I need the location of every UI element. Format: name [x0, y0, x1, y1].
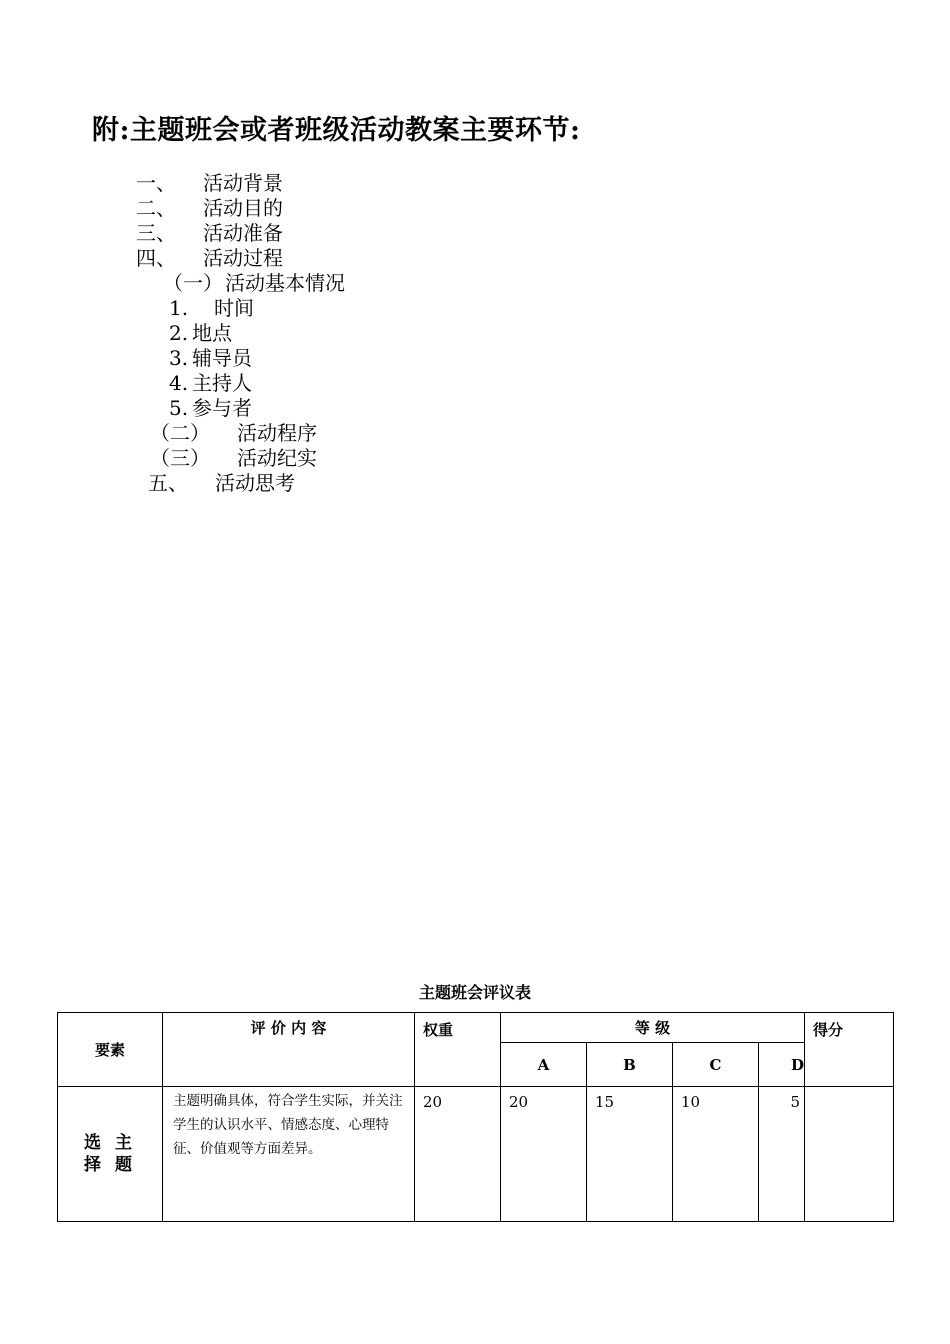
table-title: 主题班会评议表 — [418, 983, 531, 1002]
outline-text: 主持人 — [192, 371, 252, 395]
outline-number: 一、 — [136, 171, 176, 195]
outline-number: 3. — [169, 346, 189, 370]
outline-number: （三） — [150, 446, 210, 470]
row-grade-a: 20 — [501, 1087, 587, 1222]
table-row — [58, 1087, 894, 1222]
grade-a-header: A — [501, 1043, 587, 1087]
outline-item-3 — [136, 221, 283, 246]
page-heading: 附:主题班会或者班级活动教案主要环节: — [92, 115, 581, 146]
row-content: 主题明确具体，符合学生实际，并关注学生的认识水平、情感态度、心理特征、价值观等方面差异。 — [163, 1087, 415, 1222]
row-grade-d: 5 — [759, 1087, 805, 1222]
outline-number: 2. — [169, 321, 189, 345]
outline-item-5 — [148, 471, 295, 496]
row-element-line-1: 选 主 — [84, 1133, 136, 1153]
outline-point-1 — [169, 296, 254, 321]
outline-text: 时间 — [214, 296, 254, 320]
outline-text: 活动程序 — [237, 421, 317, 445]
outline-number: 四、 — [136, 246, 176, 270]
header-content: 评 价 内 容 — [163, 1013, 415, 1087]
header-score: 得分 — [805, 1013, 894, 1087]
outline-point-4 — [169, 371, 252, 396]
outline-point-5 — [169, 396, 252, 421]
outline-number: 五、 — [148, 471, 188, 495]
outline-number: 二、 — [136, 196, 176, 220]
outline-text: 参与者 — [192, 396, 252, 420]
row-element — [58, 1087, 163, 1222]
outline-subitem-2 — [150, 421, 317, 446]
outline-subitem-1 — [163, 271, 345, 296]
grade-d-header: D — [759, 1043, 805, 1087]
outline-text: 活动纪实 — [237, 446, 317, 470]
outline-text: 活动准备 — [203, 221, 283, 245]
outline-item-2 — [136, 196, 283, 221]
outline-text: 活动过程 — [203, 246, 283, 270]
outline-number: 三、 — [136, 221, 176, 245]
row-grade-b: 15 — [587, 1087, 673, 1222]
outline-text: 活动目的 — [203, 196, 283, 220]
table-header-row — [58, 1013, 894, 1043]
outline-number: 4. — [169, 371, 189, 395]
outline-subitem-3 — [150, 446, 317, 471]
outline-text: 活动背景 — [203, 171, 283, 195]
evaluation-table — [57, 1012, 894, 1222]
outline-number: 5. — [169, 396, 189, 420]
outline-number: （二） — [150, 421, 210, 445]
grade-b-header: B — [587, 1043, 673, 1087]
outline-number: （一） — [163, 271, 223, 295]
outline-text: 活动基本情况 — [225, 271, 345, 295]
header-grade: 等 级 — [501, 1013, 805, 1043]
outline-point-2 — [169, 321, 232, 346]
outline-item-4 — [136, 246, 283, 271]
row-grade-c: 10 — [673, 1087, 759, 1222]
row-element-line-2: 择 题 — [84, 1155, 136, 1175]
grade-c-header: C — [673, 1043, 759, 1087]
outline-text: 活动思考 — [215, 471, 295, 495]
outline-text: 地点 — [192, 321, 232, 345]
outline-number: 1. — [169, 296, 189, 320]
outline-text: 辅导员 — [192, 346, 252, 370]
header-element: 要素 — [58, 1013, 163, 1087]
row-weight: 20 — [415, 1087, 501, 1222]
row-score — [805, 1087, 894, 1222]
header-weight: 权重 — [415, 1013, 501, 1087]
outline-item-1 — [136, 171, 283, 196]
outline-point-3 — [169, 346, 252, 371]
